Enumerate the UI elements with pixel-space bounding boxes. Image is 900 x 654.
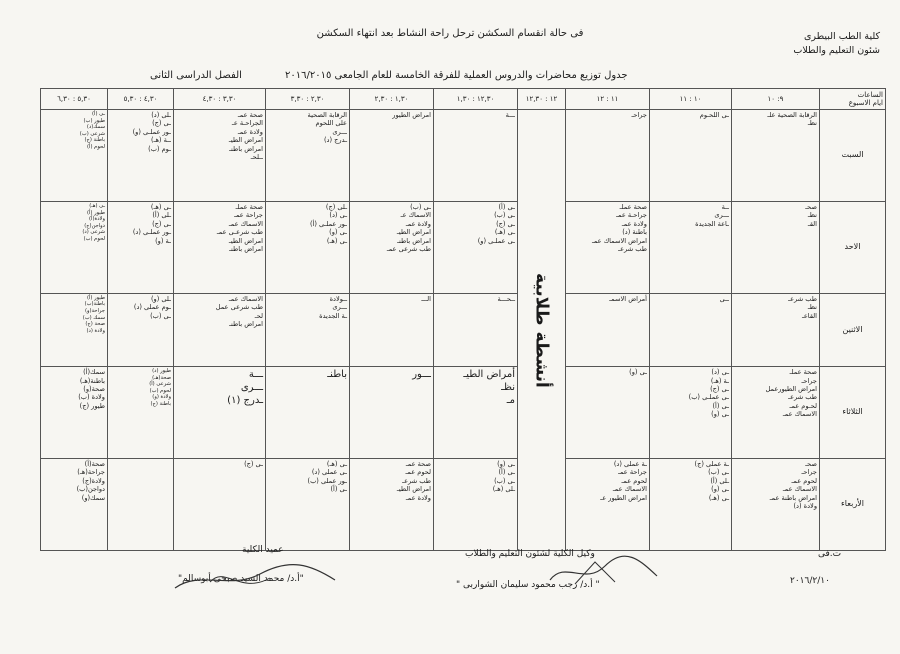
cell-entry: صحة عمـ (237, 111, 263, 119)
cell-entry: طيور (ج) (79, 401, 105, 410)
cell-entry: ــولادة (329, 294, 347, 303)
cell-entry: ــة (721, 202, 729, 211)
cell-entry: القاعـ (801, 311, 817, 320)
cell-entry: ـى (د) (711, 368, 729, 377)
schedule-cell (174, 110, 266, 202)
cell-entry: الاسماك عمـ (612, 485, 647, 494)
cell-entry: ولادة(ج) (82, 476, 105, 485)
cell-entry: الاسماك عمـ (782, 485, 817, 494)
cell-entry: امراض باطنـ (229, 144, 263, 153)
cell-entry: شرعى (أ) (149, 381, 171, 388)
schedule-cell (41, 459, 108, 551)
cell-entry: امراض باطنـ (397, 236, 431, 245)
cell-entry: ـى (أ) (498, 468, 515, 477)
cell-entry: ـة (و) (155, 236, 171, 245)
cell-entry: صحة(أ) (84, 460, 105, 469)
cell-entry: ـى (ب) (410, 202, 431, 211)
schedule-cell (566, 367, 650, 459)
cell-entry: ـلى (ج) (325, 202, 347, 211)
cell-entry: امراض باطنـ (229, 244, 263, 253)
cell-entry: ـى (ج) (244, 460, 263, 469)
schedule-cell (650, 367, 732, 459)
cell-entry: ولادة (د) (86, 327, 105, 334)
cell-entry: امراض الطيـ (228, 136, 263, 145)
cell-entry: ـاعة الجديدة (695, 219, 729, 228)
cell-entry: الرقابة الصحية علـ (767, 111, 817, 119)
schedule-cell (266, 110, 350, 202)
faculty-name: كلية الطب البيطرى (803, 31, 880, 42)
cell-entry: ـــور (412, 369, 431, 381)
cell-entry: باطنة (د) (622, 228, 647, 237)
time-slot-header: ٣,٣٠ : ٤,٣٠ (174, 89, 266, 110)
cell-entry: طيور (أ) (86, 294, 105, 301)
day-row (41, 293, 886, 366)
schedule-cell (732, 201, 820, 293)
cell-entry: ـى (أ) (92, 111, 105, 117)
cell-entry: لحـ (254, 311, 263, 320)
cell-entry: ـة (هـ) (710, 376, 729, 385)
cell-entry: جراحة عمـ (618, 468, 647, 477)
top-note: فى حالة انقسام السكشن ترحل راحة النشاط بعد انتهاء السكشن (316, 28, 584, 39)
cell-entry: الرقابة الصحية (307, 111, 347, 119)
schedule-cell (732, 459, 820, 551)
cell-entry: ـى (ب) (494, 476, 515, 485)
cell-entry: امراض الطيـ (396, 485, 431, 494)
cell-entry: القـ (807, 219, 817, 228)
cell-entry: باطنة (ج) (84, 137, 105, 144)
cell-entry: ـى (هـ) (150, 202, 171, 211)
day-label: الاحد (820, 201, 886, 293)
cell-entry: امراض الطيـ (228, 236, 263, 245)
cell-entry: طب شرعـ (618, 244, 647, 253)
schedule-cell (434, 459, 518, 551)
cell-entry: جراحـ (631, 111, 647, 119)
cell-entry: ـى (ج) (496, 219, 515, 228)
cell-entry: ـلى (و) (150, 294, 171, 303)
cell-entry: ـوم (ب) (148, 144, 171, 153)
day-row (41, 459, 886, 551)
schedule-cell (266, 293, 350, 366)
schedule-cell (174, 459, 266, 551)
cell-entry: امراض الطيور عـ (600, 493, 647, 502)
cell-entry: امراض باطنـ (229, 320, 263, 329)
schedule-cell (732, 293, 820, 366)
cell-entry: صحة (ج) (85, 321, 105, 328)
schedule-cell (174, 201, 266, 293)
cell-entry: ـــرى (332, 127, 347, 136)
day-label: الثلاثاء (820, 367, 886, 459)
cell-entry: لحوم (ب) (149, 387, 171, 394)
cell-entry: ـــة (248, 369, 263, 381)
schedule-cell (108, 293, 174, 366)
cell-entry: ـى (ب) (150, 311, 171, 320)
cell-entry: ـدرج (د) (323, 136, 347, 145)
day-label: الأربعاء (820, 459, 886, 551)
cell-entry: ـى (هـ) (326, 236, 347, 245)
cell-entry: باطنة(ب) (84, 301, 105, 308)
cell-entry: ـى (و) (329, 228, 347, 237)
schedule-cell (41, 110, 108, 202)
time-slot-header: ١٢,٣٠ : ١,٣٠ (434, 89, 518, 110)
cell-entry: سمك(أ) (83, 368, 105, 377)
cell-entry: طب شرعى عمل (215, 303, 263, 312)
cell-entry: لحوم عمـ (405, 468, 431, 477)
schedule-cell (41, 201, 108, 293)
cell-entry: ـلى (د) (151, 111, 171, 119)
schedule-cell (650, 293, 732, 366)
schedule-cell (350, 110, 434, 202)
cell-entry: ـلى (أ) (710, 476, 729, 485)
cell-entry: ـلى (أ) (152, 211, 171, 220)
dean-name: "أ.د/ محمد السيد صبحى أبوسالم" (178, 574, 304, 584)
time-slot-header: ١,٣٠ : ٢,٣٠ (350, 89, 434, 110)
cell-entry: ـى عملـى (ب) (688, 393, 729, 402)
cell-entry: ـــرى (240, 382, 263, 394)
cell-entry: ـى (ب) (708, 468, 729, 477)
cell-entry: ـى (و) (711, 485, 729, 494)
cell-entry: جراحة عمـ (234, 211, 263, 220)
cell-entry: صحة عملـ (619, 202, 647, 211)
cell-entry: ولادة عمـ (621, 219, 647, 228)
schedule-cell (108, 367, 174, 459)
cell-entry: ـور عملى (ب) (307, 476, 347, 485)
schedule-cell (350, 201, 434, 293)
cell-entry: ــلحـ (250, 153, 263, 162)
cell-entry: صحـ (805, 202, 817, 211)
cell-entry: صحة(هـ) (152, 374, 171, 381)
cell-entry: نظـ (807, 303, 817, 312)
faculty-header (793, 30, 880, 58)
cell-entry: ـى (هـ) (708, 493, 729, 502)
dean-signature (170, 560, 340, 596)
schedule-cell (41, 293, 108, 366)
schedule-cell (174, 293, 266, 366)
day-label: الاثنين (820, 293, 886, 366)
schedule-cell (566, 293, 650, 366)
cell-entry: ولادة (ب) (78, 393, 105, 402)
time-slot-header: ٢,٣٠ : ٣,٣٠ (266, 89, 350, 110)
schedule-cell (266, 201, 350, 293)
cell-entry: ـور عملـى (و) (132, 127, 171, 136)
cell-entry: سمك(د) (86, 124, 105, 131)
cell-entry: لحوم عمـ (621, 476, 647, 485)
cell-entry: أمراض الطيـ (463, 369, 515, 381)
cell-entry: نظـ (501, 382, 515, 394)
cell-entry: امراض الطيورعمل (765, 384, 817, 393)
cell-entry: صحة عملـ (235, 202, 263, 211)
schedule-cell (434, 367, 518, 459)
cell-entry: الاسماك عـ (400, 211, 431, 220)
cell-entry: ولادة(أ) (89, 216, 105, 223)
day-row (41, 201, 886, 293)
cell-entry: ـــرى (714, 211, 729, 220)
cell-entry: لحوم عمـ (791, 476, 817, 485)
cell-entry: ـة عملى (د) (613, 460, 647, 469)
cell-entry: ـى (د) (329, 211, 347, 220)
cell-entry: مـ (506, 395, 515, 407)
cell-entry: نظـ (807, 211, 817, 220)
cell-entry: على اللحوم (315, 119, 347, 128)
schedule-title: جدول توزيع محاضرات والدروس العملية للفرقة الخامسة للعام الجامعى ٢٠١٦/٢٠١٥ (285, 70, 628, 81)
cell-entry: امراض الاسماك عمـ (591, 236, 647, 245)
schedule-cell (566, 201, 650, 293)
day-row (41, 110, 886, 202)
cell-entry: ـــرى (332, 303, 347, 312)
schedule-cell (41, 367, 108, 459)
time-slot-header: ٤,٣٠ : ٥,٣٠ (108, 89, 174, 110)
cell-entry: ولادة عمـ (405, 219, 431, 228)
schedule-cell (566, 459, 650, 551)
reference-label: ت.فى (818, 549, 842, 559)
schedule-cell (434, 201, 518, 293)
cell-entry: الاسماك عمـ (228, 294, 263, 303)
cell-entry: ــى (719, 294, 729, 303)
corner-cell (820, 89, 886, 110)
cell-entry: ـى (و) (629, 368, 647, 377)
schedule-cell (174, 367, 266, 459)
cell-entry: ـى (أ) (498, 202, 515, 211)
schedule-cell (350, 459, 434, 551)
schedule-cell (266, 459, 350, 551)
cell-entry: طب شرعـ (788, 294, 817, 303)
cell-entry: امراض الطيور (392, 111, 431, 119)
cell-entry: ـى (ب) (494, 211, 515, 220)
cell-entry: طيور (د) (152, 368, 171, 375)
cell-entry: امراض باطنة عمـ (769, 493, 817, 502)
time-slot-header: ١٢ : ١٢,٣٠ (518, 89, 566, 110)
cell-entry: دواجن(ب) (76, 485, 105, 494)
schedule-cell (732, 367, 820, 459)
schedule-body (41, 110, 886, 551)
cell-entry: جراحـ (801, 468, 817, 477)
cell-entry: ـلى (هـ) (492, 485, 515, 494)
cell-entry: ـوم عملى (د) (133, 303, 171, 312)
cell-entry: ولادة عمـ (405, 493, 431, 502)
cell-entry: طب شرعـى عمـ (216, 228, 263, 237)
cell-entry: طب شرعـ (402, 476, 431, 485)
cell-entry: صحة عملـ (789, 368, 817, 377)
time-slot-header: ٥,٣٠ : ٦,٣٠ (41, 89, 108, 110)
cell-entry: شرعى (د) (82, 229, 105, 236)
cell-entry: ـى (هـ) (494, 228, 515, 237)
schedule-cell (108, 201, 174, 293)
cell-entry: ـــة (505, 111, 515, 119)
department-name: شئون التعليم والطلاب (793, 45, 880, 56)
cell-entry: جراحة(هـ) (77, 468, 105, 477)
cell-entry: ـى (هـ) (89, 202, 105, 209)
cell-entry: ـى (هـ) (326, 460, 347, 469)
dean-title: عميد الكلية (242, 545, 284, 555)
document-date: ٢٠١٦/٢/١٠ (790, 576, 830, 586)
schedule-cell (266, 367, 350, 459)
day-label: السبت (820, 110, 886, 202)
time-header-row (41, 89, 886, 110)
cell-entry: ـور عملـى (د) (132, 228, 171, 237)
cell-entry: طب شرعـ (788, 393, 817, 402)
cell-entry: باطنة (ج) (150, 401, 171, 408)
schedule-table (40, 88, 886, 551)
cell-entry: ـى (و) (497, 460, 515, 469)
cell-entry: ـى (ج) (710, 384, 729, 393)
cell-entry: ــحـــة (497, 294, 515, 303)
schedule-cell (732, 110, 820, 202)
cell-entry: ـى (أ) (712, 401, 729, 410)
cell-entry: ـى (ج) (152, 119, 171, 128)
cell-entry: الجراحـة عـ (231, 119, 263, 128)
cell-entry: ـى عملى (د) (311, 468, 347, 477)
cell-entry: دواجن(ج) (84, 222, 105, 229)
cell-entry: ـى (أ) (330, 485, 347, 494)
schedule-cell (650, 110, 732, 202)
cell-entry: الاسماك عمـ (228, 219, 263, 228)
cell-entry: نظـ (807, 119, 817, 128)
schedule-cell (108, 459, 174, 551)
cell-entry: ولادة (و) (152, 394, 171, 401)
cell-entry: جراحة(و) (84, 308, 105, 315)
cell-entry: جراحـة عمـ (616, 211, 647, 220)
time-slot-header: ٩: ١٠ (732, 89, 820, 110)
student-activities-label: أنشطة طلابية (531, 272, 552, 388)
schedule-cell (650, 459, 732, 551)
student-activities-cell (518, 110, 566, 551)
cell-entry: ولادة عمـ (237, 127, 263, 136)
cell-entry: ـدرج (١) (227, 395, 263, 407)
cell-entry: ـى اللحـوم (699, 111, 729, 119)
cell-entry: ـى (و) (711, 410, 729, 419)
cell-entry: طب شرعى عمـ (386, 244, 431, 253)
cell-entry: لحـوم عمـ (789, 401, 817, 410)
cell-entry: الـــ (421, 294, 431, 303)
cell-entry: صحة عمـ (405, 460, 431, 469)
cell-entry: طيور (ب) (83, 117, 105, 124)
schedule-cell (434, 110, 518, 202)
cell-entry: ــة (هـ) (150, 136, 171, 145)
vice-dean-name: " أ.د/ رجب محمود سليمان الشواربى " (456, 580, 600, 590)
corner-hours: الساعات (857, 91, 883, 99)
day-row (41, 367, 886, 459)
vice-dean-title: وكيل الكلية لشئون التعليم والطلاب (465, 549, 595, 559)
cell-entry: لحوم (ب) (83, 235, 105, 242)
term-label: الفصل الدراسى الثانى (150, 70, 242, 81)
cell-entry: طيور (أ) (86, 209, 105, 216)
cell-entry: شرعى (ب) (79, 130, 105, 137)
cell-entry: ـى (ج) (152, 219, 171, 228)
cell-entry: صحـ (805, 460, 817, 469)
time-slot-header: ١٠ : ١١ (650, 89, 732, 110)
cell-entry: سمك(و) (81, 493, 105, 502)
schedule-cell (350, 367, 434, 459)
cell-entry: سمك (ب) (82, 314, 105, 321)
schedule-cell (434, 293, 518, 366)
cell-entry: ـى عملـى (و) (477, 236, 515, 245)
schedule-cell (650, 201, 732, 293)
time-slot-header: ١١ : ١٢ (566, 89, 650, 110)
cell-entry: ولادة (د) (793, 502, 817, 511)
cell-entry: الاسماك عمـ (782, 410, 817, 419)
cell-entry: ـة الجديدة (319, 311, 347, 320)
schedule-cell (566, 110, 650, 202)
cell-entry: ـة عملى (ج) (694, 460, 729, 469)
corner-days: ايام الاسبوع (848, 99, 883, 107)
cell-entry: ـور عملـى (أ) (309, 219, 347, 228)
schedule-cell (108, 110, 174, 202)
cell-entry: باطنـ (327, 369, 347, 381)
cell-entry: جراحـ (801, 376, 817, 385)
cell-entry: باطنة(هـ) (79, 376, 105, 385)
cell-entry: أمراض الاسمـ (609, 294, 647, 303)
vice-dean-signature (545, 554, 665, 590)
schedule-cell (350, 293, 434, 366)
cell-entry: امراض الطيـ (396, 228, 431, 237)
cell-entry: لحوم (أ) (87, 143, 105, 150)
cell-entry: صحة(و) (83, 384, 105, 393)
